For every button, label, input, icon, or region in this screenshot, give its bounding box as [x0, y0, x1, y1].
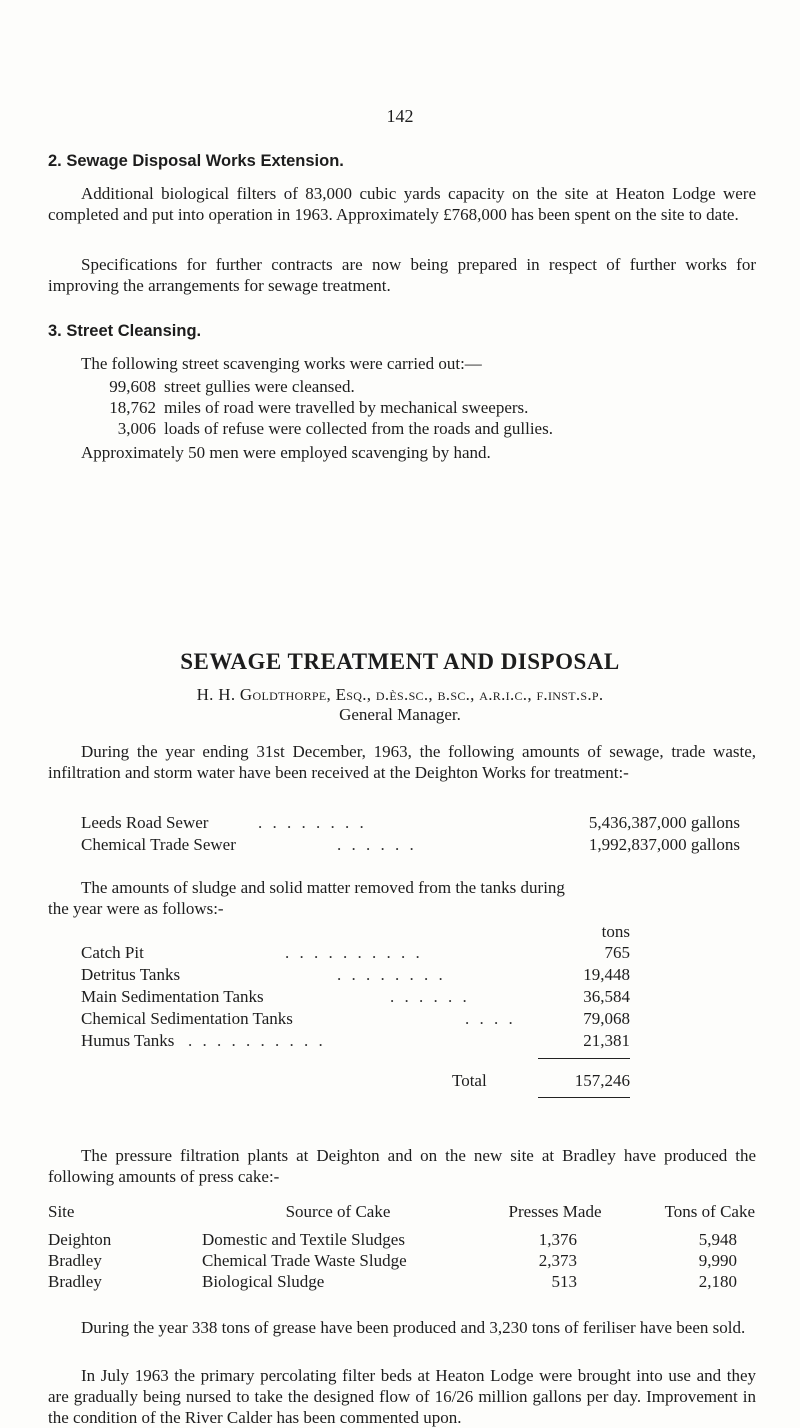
sludge-value: 79,068 [583, 1009, 630, 1028]
col-header-source: Source of Cake [285, 1202, 391, 1221]
col-header-site: Site [48, 1202, 75, 1221]
treatment-paragraph-5: In July 1963 the primary percolating filter beds at Heaton Lodge were brought into use and they are gradually being nursed to take the designed flow of 16/26 million gallons per day. Improvement in the condition of the River Calder has been commented upon. [48, 1366, 756, 1427]
col-header-presses: Presses Made [508, 1202, 602, 1221]
cell-tons: 2,180 [698, 1272, 737, 1291]
sludge-label: Main Sedimentation Tanks [81, 987, 264, 1006]
street-cleansing-item [81, 397, 528, 418]
street-cleansing-outro: Approximately 50 men were employed scavenging by hand. [81, 443, 491, 462]
item-text: street gullies were cleansed. [164, 377, 355, 396]
item-number: 3,006 [117, 419, 156, 438]
sewage-disposal-paragraph-2: Specifications for further contracts are now being prepared in respect of further works for improving the arrangements for sewage treatment. [48, 255, 756, 295]
item-text: loads of refuse were collected from the roads and gullies. [164, 419, 553, 438]
flow-label: Leeds Road Sewer [81, 813, 209, 832]
report-title: SEWAGE TREATMENT AND DISPOSAL [180, 649, 620, 674]
page-number: 142 [386, 106, 414, 126]
total-label: Total [452, 1071, 487, 1090]
cell-presses: 1,376 [538, 1230, 577, 1249]
cell-site: Deighton [48, 1230, 112, 1249]
cell-tons: 5,948 [698, 1230, 737, 1249]
sludge-label: Humus Tanks [81, 1031, 175, 1050]
leader-dots: . . . . . . [390, 987, 470, 1006]
cell-source: Chemical Trade Waste Sludge [202, 1251, 407, 1270]
sludge-value: 765 [604, 943, 630, 962]
sludge-unit-header: tons [601, 922, 630, 941]
leader-dots: . . . . . . [337, 835, 417, 854]
leader-dots: . . . . . . . . [258, 813, 367, 832]
col-header-tons: Tons of Cake [664, 1202, 755, 1221]
cell-site: Bradley [48, 1272, 102, 1291]
sludge-label: Chemical Sedimentation Tanks [81, 1009, 293, 1028]
street-cleansing-item [81, 418, 553, 439]
cell-source: Domestic and Textile Sludges [202, 1230, 405, 1249]
sludge-label: Detritus Tanks [81, 965, 181, 984]
sludge-value: 19,448 [583, 965, 630, 984]
cell-presses: 2,373 [538, 1251, 577, 1270]
section-heading-sewage-disposal: 2. Sewage Disposal Works Extension. [48, 152, 344, 170]
street-cleansing-intro: The following street scavenging works were carried out:— [81, 354, 482, 373]
treatment-paragraph-1: During the year ending 31st December, 1963, the following amounts of sewage, trade waste, infiltration and storm water have been received at the Deighton Works for treatment:- [48, 742, 756, 782]
item-number: 99,608 [109, 377, 156, 396]
leader-dots: . . . . . . . . [337, 965, 446, 984]
sludge-value: 21,381 [583, 1031, 630, 1050]
leader-dots: . . . . . . . . . . [188, 1031, 326, 1050]
treatment-paragraph-4: During the year 338 tons of grease have been produced and 3,230 tons of feriliser have been sold. [81, 1318, 746, 1337]
total-rule-top [538, 1058, 630, 1059]
flow-label: Chemical Trade Sewer [81, 835, 236, 854]
report-author: H. H. Goldthorpe, Esq., d.ès.sc., b.sc., a.r.i.c., f.inst.s.p. [196, 685, 604, 704]
street-cleansing-item [81, 376, 355, 397]
sludge-label: Catch Pit [81, 943, 144, 962]
treatment-paragraph-3: The pressure filtration plants at Deighton and on the new site at Bradley have produced the following amounts of press cake:- [48, 1146, 756, 1186]
item-text: miles of road were travelled by mechanical sweepers. [164, 398, 529, 417]
total-value: 157,246 [574, 1071, 630, 1090]
leader-dots: . . . . [465, 1009, 516, 1028]
cell-site: Bradley [48, 1251, 102, 1270]
cell-source: Biological Sludge [202, 1272, 325, 1291]
cell-tons: 9,990 [698, 1251, 737, 1270]
treatment-paragraph-2-cont: the year were as follows:- [48, 899, 224, 918]
sludge-value: 36,584 [583, 987, 630, 1006]
leader-dots: . . . . . . . . . . [285, 943, 423, 962]
total-rule-bottom [538, 1097, 630, 1098]
section-heading-street-cleansing: 3. Street Cleansing. [48, 322, 202, 340]
item-number: 18,762 [109, 398, 156, 417]
flow-value: 1,992,837,000 gallons [588, 835, 740, 854]
cell-presses: 513 [551, 1272, 577, 1291]
sewage-disposal-paragraph-1: Additional biological filters of 83,000 cubic yards capacity on the site at Heaton Lodge were completed and put into operation in 1963. Approximately £768,000 has been spent on the site to date. [48, 184, 756, 224]
author-role: General Manager. [339, 705, 461, 724]
flow-value: 5,436,387,000 gallons [588, 813, 740, 832]
treatment-paragraph-2: The amounts of sludge and solid matter removed from the tanks during [81, 878, 565, 897]
